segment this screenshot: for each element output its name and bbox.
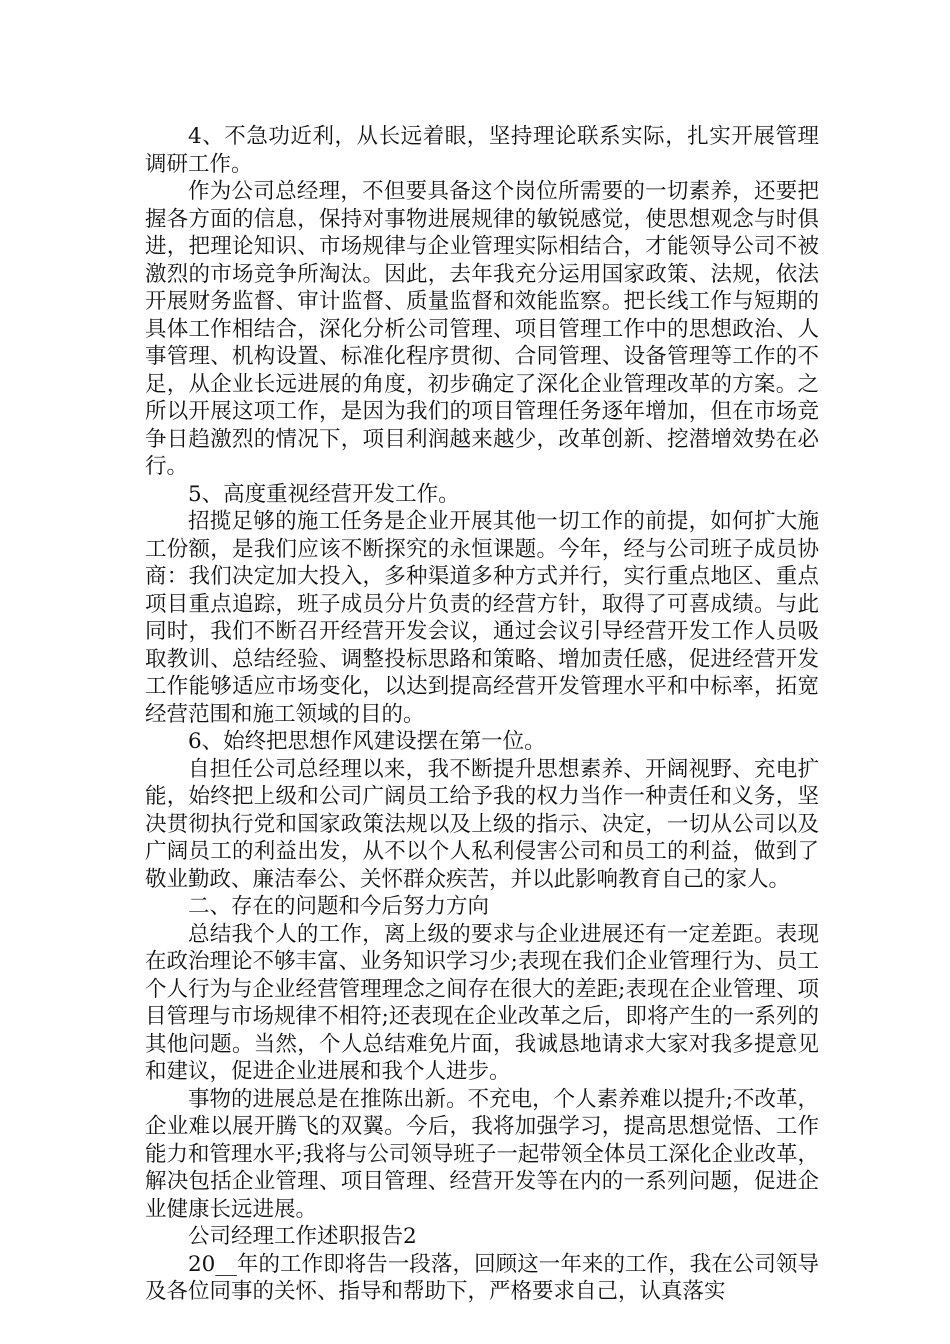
paragraph-future-plans: 事物的进展总是在推陈出新。不充电，个人素养难以提升;不改革，企业难以展开腾飞的双翼。今后，我将加强学习，提高思想觉悟、工作能力和管理水平;我将与公司领导班子一起带领全体员工深化企业改革，解决包括企业管理、项目管理、经营开发等在内的一系列问题，促进企业健康长远进展。 <box>145 1086 819 1222</box>
paragraph-business-development: 招揽足够的施工任务是企业开展其他一切工作的前提，如何扩大施工份额，是我们应该不断探究的永恒课题。今年，经与公司班子成员协商：我们决定加大投入，多种渠道多种方式并行，实行重点地区、重点项目重点追踪，班子成员分片负责的经营方针，取得了可喜成绩。与此同时，我们不断召开经营开发会议，通过会议引导经营开发工作人员吸取教训、总结经验、调整投标思路和策略、增加责任感，促进经营开发工作能够适应市场变化，以达到提高经营开发管理水平和中标率，拓宽经营范围和施工领域的目的。 <box>145 509 819 727</box>
section-heading-problems: 二、存在的问题和今后努力方向 <box>188 894 490 919</box>
paragraph-item-6: 6、始终把思想作风建设摆在第一位。 <box>188 729 546 754</box>
paragraph-shortcomings: 总结我个人的工作，离上级的要求与企业进展还有一定差距。表现在政治理论不够丰富、业务知识学习少;表现在我们企业管理行为、员工个人行为与企业经营管理理念之间存在很大的差距;表现在企业管理、项目管理与市场规律不相符;还表现在企业改革之后，即将产生的一系列的其他问题。当然，个人总结难免片面，我诚恳地请求大家对我多提意见和建议，促进企业进展和我个人进步。 <box>145 921 819 1084</box>
paragraph-item-5: 5、高度重视经营开发工作。 <box>188 481 460 507</box>
document-body <box>145 123 819 1306</box>
paragraph-report-2-intro: 20__年的工作即将告一段落，回顾这一年来的工作，我在公司领导及各位同事的关怀、指导和帮助下，严格要求自己，认真落实 <box>145 1251 819 1304</box>
paragraph-manager-duties: 作为公司总经理，不但要具备这个岗位所需要的一切素养，还要把握各方面的信息，保持对事物进展规律的敏锐感觉，使思想观念与时俱进，把理论知识、市场规律与企业管理实际相结合，才能领导公司不被激烈的市场竞争所淘汰。因此，去年我充分运用国家政策、法规，依法开展财务监督、审计监督、质量监督和效能监察。把长线工作与短期的具体工作相结合，深化分析公司管理、项目管理工作中的思想政治、人事管理、机构设置、标准化程序贯彻、合同管理、设备管理等工作的不足，从企业长远进展的角度，初步确定了深化企业管理改革的方案。之所以开展这项工作，是因为我们的项目管理任务逐年增加，但在市场竞争日趋激烈的情况下，项目利润越来越少，改革创新、挖潜增效势在必行。 <box>145 179 819 479</box>
paragraph-item-4: 4、不急功近利，从长远着眼，坚持理论联系实际，扎实开展管理调研工作。 <box>145 124 819 177</box>
paragraph-ideological-work: 自担任公司总经理以来，我不断提升思想素养、开阔视野、充电扩能，始终把上级和公司广阔员工给予我的权力当作一种责任和义务，坚决贯彻执行党和国家政策法规以及上级的指示、决定，一切从公司以及广阔员工的利益出发，从不以个人私利侵害公司和员工的利益，做到了敬业勤政、廉洁奉公、关怀群众疾苦，并以此影响教育自己的家人。 <box>145 756 819 892</box>
report-title-2: 公司经理工作述职报告2 <box>188 1224 417 1249</box>
